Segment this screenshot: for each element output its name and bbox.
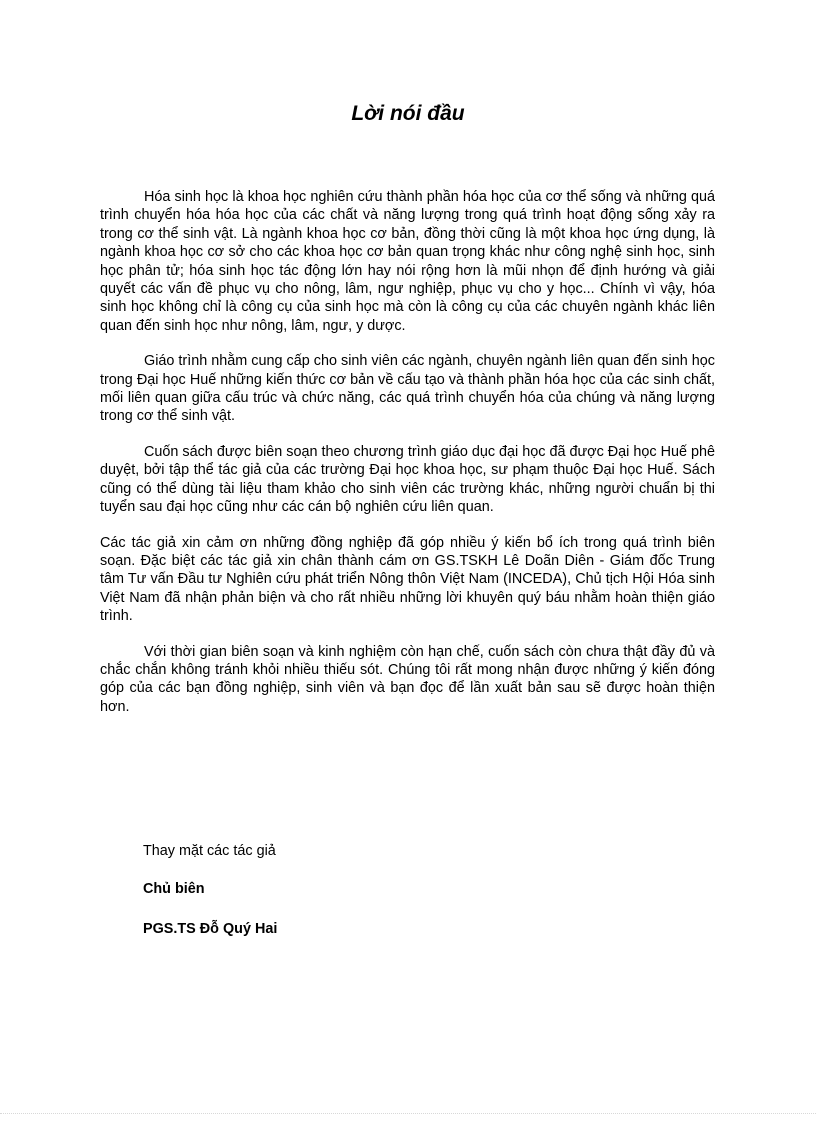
page-bottom-divider <box>0 1113 816 1114</box>
paragraph-compilation: Cuốn sách được biên soạn theo chương trình giáo dục đại học đã được Đại học Huế phê duyệt, bởi tập thể tác giả của các trường Đại học khoa học, sư phạm thuộc Đại học Huế. Sách cũng có thể dùng tài liệu tham khảo cho sinh viên các trường khác, những người chuẩn bị thi tuyển sau đại học cũng như các cán bộ nghiên cứu liên quan. <box>100 443 715 516</box>
body-text <box>100 188 715 733</box>
page-title: Lời nói đầu <box>351 102 465 125</box>
signature-on-behalf: Thay mặt các tác giả <box>143 843 276 859</box>
signature-role: Chủ biên <box>143 881 205 897</box>
paragraph-closing-remarks: Với thời gian biên soạn và kinh nghiệm còn hạn chế, cuốn sách còn chưa thật đầy đủ và chắc chắn không tránh khỏi nhiều thiếu sót. Chúng tôi rất mong nhận được những ý kiến đóng góp của các bạn đồng nghiệp, sinh viên và bạn đọc để lần xuất bản sau sẽ được hoàn thiện hơn. <box>100 643 715 715</box>
paragraph-intro: Hóa sinh học là khoa học nghiên cứu thành phần hóa học của cơ thể sống và những quá trình chuyển hóa hóa học của các chất và năng lượng trong quá trình hoạt động sống xảy ra trong cơ thể sinh vật. Là ngành khoa học cơ bản, đồng thời cũng là một khoa học ứng dụng, là ngành khoa học cơ sở cho các khoa học cơ bản quan trọng khác như công nghệ sinh học, sinh học phân tử; hóa sinh học tác động lớn hay nói rộng hơn là mũi nhọn để định hướng và giải quyết các vấn đề phục vụ cho nông, lâm, ngư nghiệp, phục vụ cho y học... Chính vì vậy, hóa sinh học không chỉ là công cụ của sinh học mà còn là công cụ của các chuyên ngành khác liên quan đến sinh học như nông, lâm, ngư, y dược. <box>100 189 715 334</box>
signature-name: PGS.TS Đỗ Quý Hai <box>143 921 278 937</box>
paragraph-purpose: Giáo trình nhằm cung cấp cho sinh viên các ngành, chuyên ngành liên quan đến sinh học trong Đại học Huế những kiến thức cơ bản về cấu tạo và thành phần hóa học của các sinh chất, mối liên quan giữa cấu trúc và chức năng, các quá trình chuyển hóa của chúng và năng lượng trong cơ thể sinh vật. <box>100 353 715 425</box>
paragraph-acknowledgement: Các tác giả xin cảm ơn những đồng nghiệp đã góp nhiều ý kiến bổ ích trong quá trình biên soạn. Đặc biệt các tác giả xin chân thành cám ơn GS.TSKH Lê Doãn Diên - Giám đốc Trung tâm Tư vấn Đầu tư Nghiên cứu phát triển Nông thôn Việt Nam (INCEDA), Chủ tịch Hội Hóa sinh Việt Nam đã nhận phản biện và cho rất nhiều những lời khuyên quý báu nhằm hoàn thiện giáo trình. <box>100 534 715 625</box>
